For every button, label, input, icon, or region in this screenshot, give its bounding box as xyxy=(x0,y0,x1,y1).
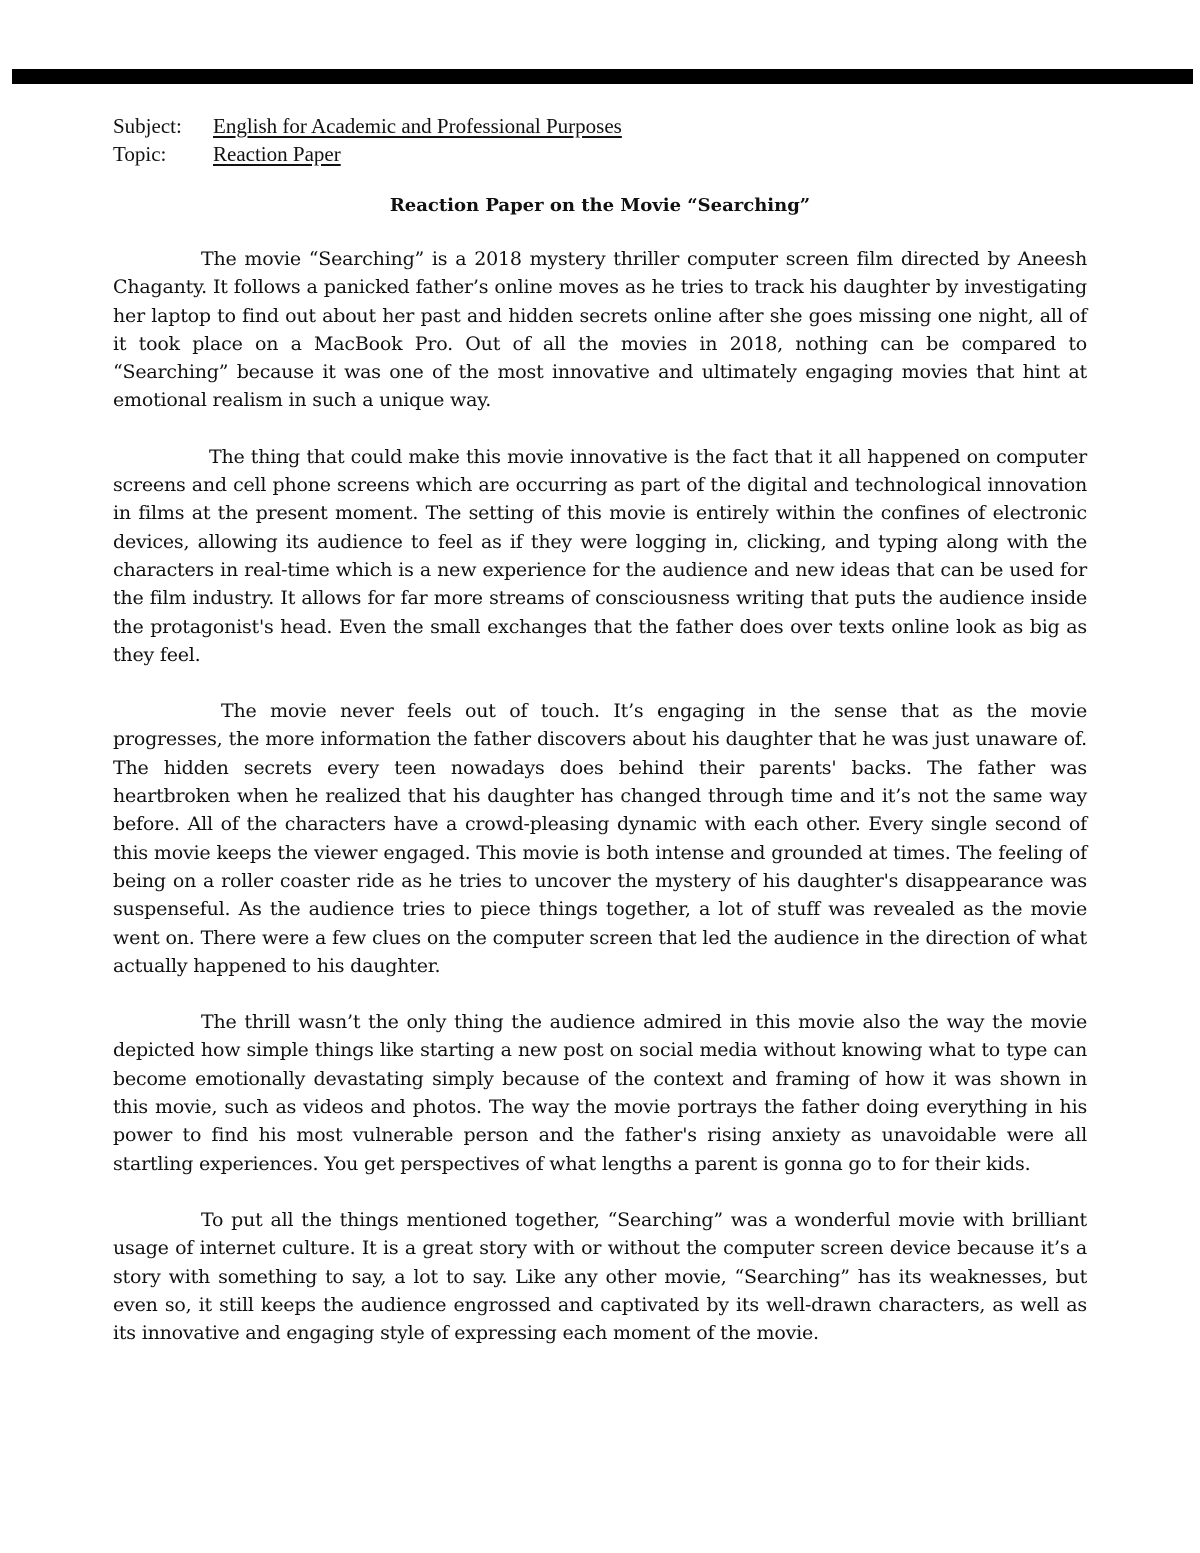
paragraph-2: The thing that could make this movie innovative is the fact that it all happened on computer screens and cell phone screens which are occurring as part of the digital and technological innovation in films at the present moment. The setting of this movie is entirely within the confines of electronic devices, allowing its audience to feel as if they were logging in, clicking, and typing along with the characters in real-time which is a new experience for the audience and new ideas that can be used for the film industry. It allows for far more streams of consciousness writing that puts the audience inside the protagonist's head. Even the small exchanges that the father does over texts online look as big as they feel. xyxy=(113,445,1087,666)
paragraph-4: The thrill wasn’t the only thing the audience admired in this movie also the way the movie depicted how simple things like starting a new post on social media without knowing what to type can become emotionally devastating simply because of the context and framing of how it was shown in this movie, such as videos and photos. The way the movie portrays the father doing everything in his power to find his most vulnerable person and the father's rising anxiety as unavoidable were all startling experiences. You get perspectives of what lengths a parent is gonna go to for their kids. xyxy=(113,1011,1087,1175)
paragraph-3: The movie never feels out of touch. It’s engaging in the sense that as the movie progresses, the more information the father discovers about his daughter that he was just unaware of. The hidden secrets every teen nowadays does behind their parents' backs. The father was heartbroken when he realized that his daughter has changed through time and it’s not the same way before. All of the characters have a crowd-pleasing dynamic with each other. Every single second of this movie keeps the viewer engaged. This movie is both intense and grounded at times. The feeling of being on a roller coaster ride as he tries to uncover the mystery of his daughter's disappearance was suspenseful. As the audience tries to piece things together, a lot of stuff was revealed as the movie went on. There were a few clues on the computer screen that led the audience in the direction of what actually happened to his daughter. xyxy=(113,700,1087,977)
topic-row xyxy=(113,140,622,168)
header-rule xyxy=(12,69,1193,84)
document-meta xyxy=(113,112,622,168)
paragraph-1: The movie “Searching” is a 2018 mystery thriller computer screen film directed by Aneesh Chaganty. It follows a panicked father’s online moves as he tries to track his daughter by investigating her laptop to find out about her past and hidden secrets online after she goes missing one night, all of it took place on a MacBook Pro. Out of all the movies in 2018, nothing can be compared to “Searching” because it was one of the most innovative and ultimately engaging movies that hint at emotional realism in such a unique way. xyxy=(113,248,1087,412)
paragraph-5: To put all the things mentioned together, “Searching” was a wonderful movie with brilliant usage of internet culture. It is a great story with or without the computer screen device because it’s a story with something to say, a lot to say. Like any other movie, “Searching” has its weaknesses, but even so, it still keeps the audience engrossed and captivated by its well-drawn characters, as well as its innovative and engaging style of expressing each moment of the movie. xyxy=(113,1208,1087,1345)
topic-value: Reaction Paper xyxy=(213,142,341,166)
subject-label: Subject: xyxy=(113,114,182,138)
paper-body xyxy=(113,245,1087,1375)
subject-row xyxy=(113,112,622,140)
subject-value: English for Academic and Professional Purposes xyxy=(213,114,622,138)
paper-title: Reaction Paper on the Movie “Searching” xyxy=(389,195,811,216)
topic-label: Topic: xyxy=(113,142,167,166)
